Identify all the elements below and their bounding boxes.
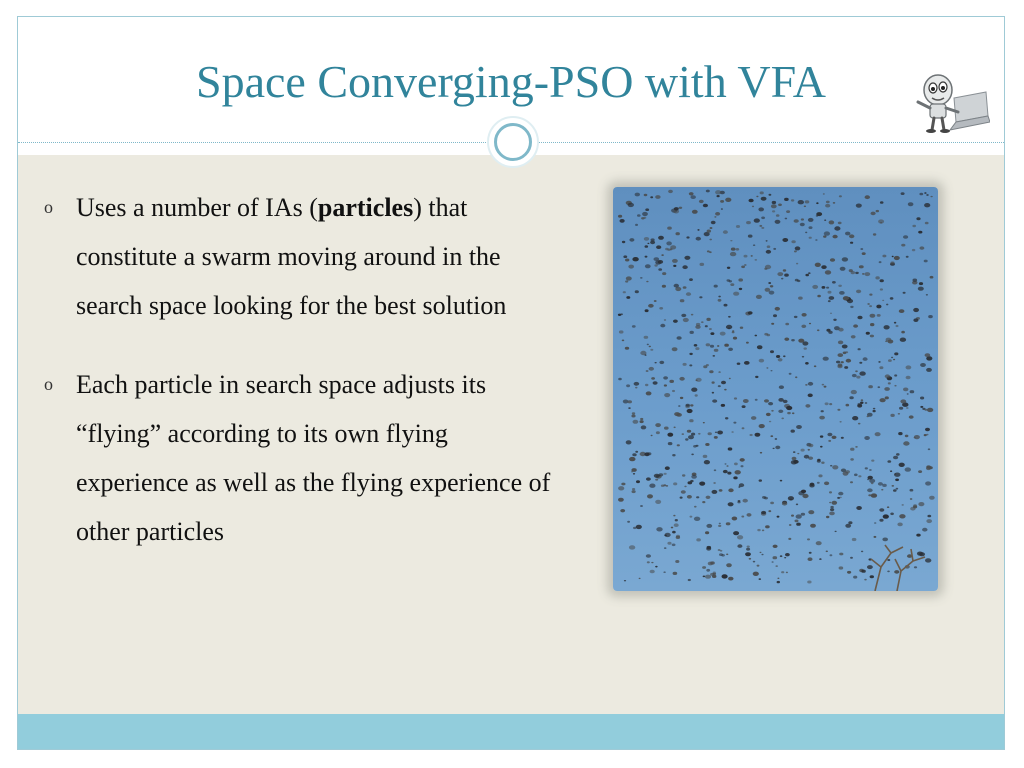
bullet-text-bold: particles <box>317 193 414 222</box>
robot-with-laptop-icon <box>908 72 990 134</box>
bullet-marker: o <box>44 374 53 394</box>
bullet-list <box>44 183 564 586</box>
bullet-text-end: ) that constitute a swarm moving around in the search space looking for the best solution <box>76 193 507 320</box>
bird-swarm-photo <box>613 187 938 591</box>
circle-ornament <box>487 116 539 168</box>
bullet-text: Each particle in search space adjusts its “flying” according to its own flying experience as well as the flying experience of other particles <box>76 370 551 546</box>
bullet-marker: o <box>44 197 53 217</box>
bullet-item <box>44 360 564 556</box>
bullet-text-start: Uses a number of IAs ( <box>76 193 318 222</box>
slide-title: Space Converging-PSO with VFA <box>196 56 826 107</box>
bottom-band <box>18 714 1004 749</box>
slide <box>17 16 1005 750</box>
bullet-item <box>44 183 564 330</box>
